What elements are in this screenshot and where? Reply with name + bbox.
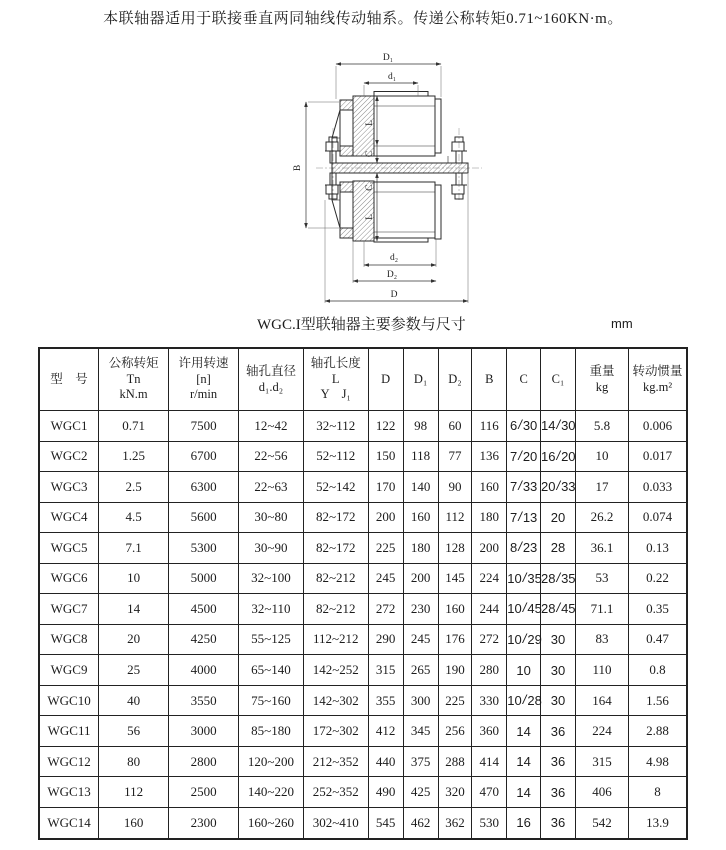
column-header: 转动惯量 kg.m² — [629, 348, 687, 411]
value-cell: 60 — [438, 411, 472, 442]
value-cell: 2.5 — [99, 472, 169, 503]
value-cell: 28 — [540, 533, 575, 564]
value-cell: 7500 — [169, 411, 239, 442]
table-row — [39, 716, 687, 747]
value-cell: 30~90 — [239, 533, 304, 564]
table-row — [39, 533, 687, 564]
model-cell: WGC9 — [39, 655, 99, 686]
value-cell: 160 — [99, 807, 169, 839]
value-cell: 462 — [403, 807, 438, 839]
value-cell: 20 — [540, 502, 575, 533]
value-cell: 65~140 — [239, 655, 304, 686]
value-cell: 25 — [99, 655, 169, 686]
value-cell: 80 — [99, 746, 169, 777]
column-header: D₂ — [438, 348, 472, 411]
value-cell: 4250 — [169, 624, 239, 655]
value-cell: 26.2 — [575, 502, 628, 533]
table-title-row — [0, 311, 726, 337]
model-cell: WGC12 — [39, 746, 99, 777]
model-cell: WGC2 — [39, 441, 99, 472]
model-cell: WGC4 — [39, 502, 99, 533]
value-cell: 75~160 — [239, 685, 304, 716]
value-cell: 360 — [472, 716, 507, 747]
value-cell: 1.25 — [99, 441, 169, 472]
value-cell: 30 — [540, 655, 575, 686]
value-cell: 10 — [575, 441, 628, 472]
value-cell: 4.98 — [629, 746, 687, 777]
value-cell: 0.22 — [629, 563, 687, 594]
column-header: C₁ — [540, 348, 575, 411]
value-cell: 32~100 — [239, 563, 304, 594]
table-row — [39, 655, 687, 686]
value-cell: 90 — [438, 472, 472, 503]
value-cell: 290 — [368, 624, 403, 655]
value-cell: 200 — [472, 533, 507, 564]
table-row — [39, 746, 687, 777]
value-cell: 5000 — [169, 563, 239, 594]
value-cell: 1.56 — [629, 685, 687, 716]
column-header: D — [368, 348, 403, 411]
value-cell: 98 — [403, 411, 438, 442]
value-cell: 110 — [575, 655, 628, 686]
value-cell: 82~212 — [303, 563, 368, 594]
value-cell: 14 — [507, 777, 541, 808]
value-cell: 190 — [438, 655, 472, 686]
value-cell: 6/30 — [507, 411, 541, 442]
value-cell: 212~352 — [303, 746, 368, 777]
table-title: WGC.I型联轴器主要参数与尺寸 — [257, 317, 466, 333]
value-cell: 0.074 — [629, 502, 687, 533]
value-cell: 288 — [438, 746, 472, 777]
value-cell: 36.1 — [575, 533, 628, 564]
value-cell: 2800 — [169, 746, 239, 777]
value-cell: 200 — [368, 502, 403, 533]
value-cell: 14 — [507, 746, 541, 777]
value-cell: 6300 — [169, 472, 239, 503]
dim-label-D: D — [390, 290, 398, 300]
value-cell: 112~212 — [303, 624, 368, 655]
table-row — [39, 685, 687, 716]
dim-label-d2: d₂ — [389, 253, 399, 263]
value-cell: 10/28 — [507, 685, 541, 716]
value-cell: 7/13 — [507, 502, 541, 533]
value-cell: 56 — [99, 716, 169, 747]
value-cell: 315 — [575, 746, 628, 777]
model-cell: WGC14 — [39, 807, 99, 839]
value-cell: 118 — [403, 441, 438, 472]
dim-label-L-upper: L — [365, 120, 375, 126]
value-cell: 14 — [507, 716, 541, 747]
value-cell: 375 — [403, 746, 438, 777]
value-cell: 14/30 — [540, 411, 575, 442]
value-cell: 355 — [368, 685, 403, 716]
dim-label-d1: d₁ — [387, 72, 397, 82]
value-cell: 4.5 — [99, 502, 169, 533]
value-cell: 112 — [99, 777, 169, 808]
coupling-drawing — [288, 50, 510, 310]
value-cell: 5300 — [169, 533, 239, 564]
value-cell: 36 — [540, 746, 575, 777]
table-row — [39, 563, 687, 594]
value-cell: 10 — [507, 655, 541, 686]
value-cell: 2.88 — [629, 716, 687, 747]
table-row — [39, 624, 687, 655]
value-cell: 272 — [368, 594, 403, 625]
value-cell: 224 — [575, 716, 628, 747]
value-cell: 406 — [575, 777, 628, 808]
dim-label-C: C — [365, 150, 375, 158]
value-cell: 414 — [472, 746, 507, 777]
value-cell: 20 — [99, 624, 169, 655]
model-cell: WGC7 — [39, 594, 99, 625]
value-cell: 362 — [438, 807, 472, 839]
value-cell: 128 — [438, 533, 472, 564]
value-cell: 10/35 — [507, 563, 541, 594]
value-cell: 300 — [403, 685, 438, 716]
value-cell: 40 — [99, 685, 169, 716]
value-cell: 440 — [368, 746, 403, 777]
value-cell: 0.033 — [629, 472, 687, 503]
column-header: 许用转速 [n] r/min — [169, 348, 239, 411]
value-cell: 52~142 — [303, 472, 368, 503]
table-row — [39, 502, 687, 533]
table-row — [39, 411, 687, 442]
value-cell: 170 — [368, 472, 403, 503]
column-header: D₁ — [403, 348, 438, 411]
value-cell: 3000 — [169, 716, 239, 747]
table-row — [39, 807, 687, 839]
dim-label-D2: D₂ — [386, 270, 398, 280]
value-cell: 30~80 — [239, 502, 304, 533]
table-body — [39, 411, 687, 840]
value-cell: 82~172 — [303, 502, 368, 533]
value-cell: 320 — [438, 777, 472, 808]
value-cell: 10/29 — [507, 624, 541, 655]
value-cell: 13.9 — [629, 807, 687, 839]
value-cell: 36 — [540, 777, 575, 808]
value-cell: 244 — [472, 594, 507, 625]
value-cell: 55~125 — [239, 624, 304, 655]
column-header: C — [507, 348, 541, 411]
table-row — [39, 594, 687, 625]
value-cell: 85~180 — [239, 716, 304, 747]
value-cell: 425 — [403, 777, 438, 808]
value-cell: 77 — [438, 441, 472, 472]
value-cell: 36 — [540, 807, 575, 839]
value-cell: 20/33 — [540, 472, 575, 503]
value-cell: 172~302 — [303, 716, 368, 747]
dim-label-D1: D₁ — [382, 53, 394, 63]
value-cell: 164 — [575, 685, 628, 716]
value-cell: 176 — [438, 624, 472, 655]
value-cell: 28/45 — [540, 594, 575, 625]
table-row — [39, 777, 687, 808]
column-header: 轴孔直径 d₁.d₂ — [239, 348, 304, 411]
table-header-row — [39, 348, 687, 411]
value-cell: 345 — [403, 716, 438, 747]
value-cell: 142~302 — [303, 685, 368, 716]
value-cell: 30 — [540, 685, 575, 716]
value-cell: 180 — [403, 533, 438, 564]
value-cell: 36 — [540, 716, 575, 747]
value-cell: 7.1 — [99, 533, 169, 564]
value-cell: 330 — [472, 685, 507, 716]
value-cell: 280 — [472, 655, 507, 686]
value-cell: 32~112 — [303, 411, 368, 442]
value-cell: 5.8 — [575, 411, 628, 442]
value-cell: 470 — [472, 777, 507, 808]
value-cell: 52~112 — [303, 441, 368, 472]
model-cell: WGC3 — [39, 472, 99, 503]
value-cell: 412 — [368, 716, 403, 747]
value-cell: 71.1 — [575, 594, 628, 625]
intro-text: 本联轴器适用于联接垂直两同轴线传动轴系。传递公称转矩0.71~160KN·m。 — [103, 11, 623, 27]
value-cell: 256 — [438, 716, 472, 747]
value-cell: 16/20 — [540, 441, 575, 472]
table-row — [39, 441, 687, 472]
value-cell: 6700 — [169, 441, 239, 472]
model-cell: WGC8 — [39, 624, 99, 655]
value-cell: 0.13 — [629, 533, 687, 564]
value-cell: 120~200 — [239, 746, 304, 777]
value-cell: 140~220 — [239, 777, 304, 808]
value-cell: 30 — [540, 624, 575, 655]
value-cell: 8/23 — [507, 533, 541, 564]
value-cell: 0.8 — [629, 655, 687, 686]
column-header: 型 号 — [39, 348, 99, 411]
value-cell: 116 — [472, 411, 507, 442]
value-cell: 22~63 — [239, 472, 304, 503]
value-cell: 160 — [472, 472, 507, 503]
value-cell: 0.006 — [629, 411, 687, 442]
value-cell: 12~42 — [239, 411, 304, 442]
column-header: 轴孔长度 L Y J₁ — [303, 348, 368, 411]
value-cell: 4500 — [169, 594, 239, 625]
value-cell: 22~56 — [239, 441, 304, 472]
value-cell: 112 — [438, 502, 472, 533]
value-cell: 265 — [403, 655, 438, 686]
value-cell: 272 — [472, 624, 507, 655]
value-cell: 83 — [575, 624, 628, 655]
dim-label-L-lower: L — [365, 214, 375, 220]
value-cell: 2300 — [169, 807, 239, 839]
value-cell: 200 — [403, 563, 438, 594]
spec-table — [38, 347, 688, 840]
value-cell: 0.71 — [99, 411, 169, 442]
value-cell: 140 — [403, 472, 438, 503]
value-cell: 16 — [507, 807, 541, 839]
value-cell: 122 — [368, 411, 403, 442]
value-cell: 245 — [368, 563, 403, 594]
value-cell: 8 — [629, 777, 687, 808]
value-cell: 145 — [438, 563, 472, 594]
table-row — [39, 472, 687, 503]
value-cell: 7/20 — [507, 441, 541, 472]
value-cell: 224 — [472, 563, 507, 594]
value-cell: 28/35 — [540, 563, 575, 594]
value-cell: 53 — [575, 563, 628, 594]
value-cell: 245 — [403, 624, 438, 655]
value-cell: 7/33 — [507, 472, 541, 503]
value-cell: 225 — [438, 685, 472, 716]
value-cell: 490 — [368, 777, 403, 808]
value-cell: 82~172 — [303, 533, 368, 564]
column-header: 重量 kg — [575, 348, 628, 411]
value-cell: 160~260 — [239, 807, 304, 839]
value-cell: 136 — [472, 441, 507, 472]
value-cell: 230 — [403, 594, 438, 625]
value-cell: 302~410 — [303, 807, 368, 839]
dim-label-B: B — [293, 164, 303, 172]
dim-label-C1: C₁ — [365, 181, 375, 191]
value-cell: 0.017 — [629, 441, 687, 472]
value-cell: 180 — [472, 502, 507, 533]
value-cell: 10/45 — [507, 594, 541, 625]
value-cell: 315 — [368, 655, 403, 686]
model-cell: WGC10 — [39, 685, 99, 716]
value-cell: 252~352 — [303, 777, 368, 808]
value-cell: 542 — [575, 807, 628, 839]
value-cell: 160 — [403, 502, 438, 533]
coupling-body — [325, 92, 468, 243]
value-cell: 2500 — [169, 777, 239, 808]
value-cell: 3550 — [169, 685, 239, 716]
value-cell: 17 — [575, 472, 628, 503]
value-cell: 0.47 — [629, 624, 687, 655]
model-cell: WGC6 — [39, 563, 99, 594]
model-cell: WGC1 — [39, 411, 99, 442]
column-header: B — [472, 348, 507, 411]
value-cell: 150 — [368, 441, 403, 472]
value-cell: 4000 — [169, 655, 239, 686]
value-cell: 530 — [472, 807, 507, 839]
unit-label: mm — [611, 316, 633, 331]
value-cell: 14 — [99, 594, 169, 625]
model-cell: WGC11 — [39, 716, 99, 747]
value-cell: 225 — [368, 533, 403, 564]
value-cell: 82~212 — [303, 594, 368, 625]
value-cell: 5600 — [169, 502, 239, 533]
coupling-section-view — [288, 50, 510, 310]
value-cell: 0.35 — [629, 594, 687, 625]
value-cell: 545 — [368, 807, 403, 839]
value-cell: 10 — [99, 563, 169, 594]
value-cell: 32~110 — [239, 594, 304, 625]
model-cell: WGC13 — [39, 777, 99, 808]
value-cell: 160 — [438, 594, 472, 625]
model-cell: WGC5 — [39, 533, 99, 564]
value-cell: 142~252 — [303, 655, 368, 686]
column-header: 公称转矩 Tn kN.m — [99, 348, 169, 411]
